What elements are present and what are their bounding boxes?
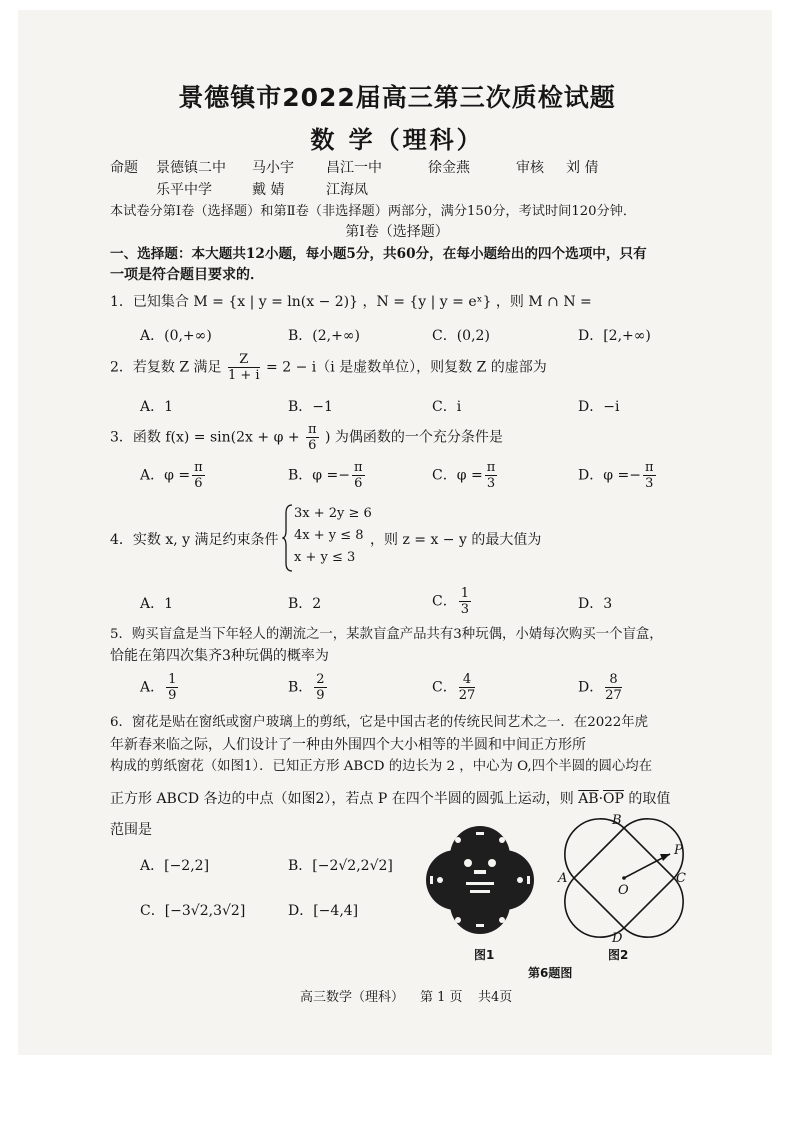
q1-option-a: A．(0,+∞)	[140, 328, 212, 344]
q5-option-a-label: A．	[140, 679, 165, 696]
q3-suffix: ) 为偶函数的一个充分条件是	[325, 429, 503, 446]
q3-option-a-num: π	[194, 460, 203, 475]
q5-option-c-num: 4	[459, 672, 476, 688]
q3-option-d-num: π	[644, 460, 654, 475]
q4-brace	[282, 503, 294, 573]
author-label: 命题	[110, 160, 138, 176]
author-name-2: 徐金燕	[428, 160, 470, 176]
q6-line-5: 范围是	[110, 822, 152, 838]
author-school-3: 乐平中学	[156, 182, 212, 198]
q6-line-3: 构成的剪纸窗花（如图1）．已知正方形 ABCD 的边长为 2 ，中心为 O,四个半圆的圆心均在	[110, 759, 653, 774]
author-school-1: 景德镇二中	[156, 160, 226, 176]
q3-option-b-den: 6	[354, 476, 363, 491]
q3-prefix: 3．函数 f(x) = sin(2x + φ +	[110, 429, 300, 446]
q5-option-d	[578, 672, 624, 703]
author-name-3: 戴 婧	[252, 182, 285, 198]
exam-title: 景德镇市2022届高三第三次质检试题	[178, 83, 616, 112]
q3-option-d-sign: −	[629, 467, 641, 484]
q5-option-c	[432, 672, 477, 703]
q3-frac-den: 6	[308, 438, 317, 453]
footer-total: 共4页	[478, 990, 513, 1005]
q1-option-d: D．[2,+∞)	[578, 328, 651, 344]
q6-line-2: 年新春来临之际，人们设计了一种由外围四个大小相等的半圆和中间正方形所	[110, 737, 586, 753]
author-school-2: 昌江一中	[326, 160, 382, 176]
label-c: C	[676, 871, 686, 886]
label-p: P	[674, 843, 683, 858]
figure-1-caption: 图1	[474, 948, 495, 962]
q2-option-a: A．1	[140, 399, 174, 415]
footer-subject: 高三数学（理科）	[300, 990, 405, 1005]
figure-2-diagram	[556, 810, 692, 946]
q2-option-d: D．−i	[578, 399, 620, 415]
vector-op-arrow	[660, 854, 670, 861]
q3-option-b-frac	[352, 460, 365, 491]
q3-option-d-frac	[643, 460, 656, 491]
q1-option-c: C．(0,2)	[432, 328, 490, 344]
part1-title: 第Ⅰ卷（选择题）	[345, 224, 449, 240]
q2-stem	[110, 352, 547, 383]
q5-option-b-label: B．	[288, 679, 313, 696]
q6-vector-ab: $\overline{AB}$	[578, 791, 599, 807]
q4-constraint-2: 4x + y ≤ 8	[294, 528, 364, 543]
author-name-4: 江海凤	[326, 182, 368, 198]
footer-page: 第 1 页	[420, 990, 463, 1005]
q5-line-2: 恰能在第四次集齐3种玩偶的概率为	[110, 648, 329, 664]
q6-option-a: A．[−2,2]	[140, 858, 210, 874]
q1-option-b: B．(2,+∞)	[288, 328, 360, 344]
q4-option-c-den: 3	[460, 602, 469, 617]
q6-dot: ·	[598, 791, 604, 807]
label-b: B	[612, 813, 622, 828]
q5-option-b-num: 2	[316, 672, 325, 687]
q5-option-c-den: 27	[458, 688, 476, 703]
q5-option-c-frac	[459, 672, 476, 703]
q4-option-d: D．3	[578, 596, 613, 612]
q5-option-b-frac	[314, 672, 326, 703]
q3-option-c-num: π	[486, 460, 496, 475]
q3-option-c-frac	[485, 460, 498, 491]
q5-option-a-num: 1	[168, 672, 177, 687]
q3-stem	[110, 422, 503, 453]
label-d: D	[612, 931, 623, 946]
label-o: O	[618, 883, 629, 898]
q3-option-b-num: π	[354, 460, 363, 475]
section-heading-cont: 一项是符合题目要求的．	[110, 267, 264, 283]
q6-line-4b: 的取值	[628, 791, 671, 807]
q5-option-a	[140, 672, 180, 703]
q2-option-b: B．−1	[288, 399, 333, 415]
q4-option-c	[432, 586, 473, 617]
exam-intro: 本试卷分第Ⅰ卷（选择题）和第Ⅱ卷（非选择题）两部分，满分150分，考试时间120分钟．	[110, 204, 637, 219]
q5-option-a-den: 9	[168, 688, 177, 703]
subject-title: 数 学（理科）	[310, 126, 484, 154]
q4-option-c-label: C．	[432, 593, 457, 610]
q5-option-b-den: 9	[316, 688, 325, 703]
q2-prefix: 2．若复数 Z 满足	[110, 359, 222, 376]
q3-option-c	[432, 460, 499, 491]
q6-vector-op: $\overline{OP}$	[603, 791, 624, 807]
q4-suffix: ，则 z = x − y 的最大值为	[370, 532, 542, 548]
q5-line-1: 5．购买盲盒是当下年轻人的潮流之一，某款盲盒产品共有3种玩偶，小婧每次购买一个盲盒，	[110, 627, 663, 642]
q6-line-1: 6．窗花是贴在窗纸或窗户玻璃上的剪纸，它是中国古老的传统民间艺术之一．在2022年虎	[110, 715, 649, 730]
q4-prefix: 4．实数 x, y 满足约束条件	[110, 532, 279, 548]
q2-option-c: C．i	[432, 399, 462, 415]
q3-fraction	[306, 422, 319, 453]
q5-option-d-den: 27	[605, 688, 622, 703]
q5-option-b	[288, 672, 329, 703]
q2-fraction	[228, 352, 260, 383]
q2-frac-den: 1 + i	[228, 368, 260, 383]
q3-option-b	[288, 460, 367, 491]
q5-option-d-frac	[605, 672, 622, 703]
q5-option-a-frac	[166, 672, 178, 703]
figure-title: 第6题图	[528, 966, 573, 980]
q3-option-a-den: 6	[194, 476, 203, 491]
q3-frac-num: π	[308, 422, 317, 437]
semicircle-cd	[624, 878, 683, 937]
reviewer-name: 刘 倩	[566, 160, 599, 176]
q3-option-c-den: 3	[486, 476, 496, 491]
q4-option-a: A．1	[140, 596, 174, 612]
q3-option-a-label: A．φ =	[140, 467, 191, 484]
q6-option-c: C．[−3√2,3√2]	[140, 903, 246, 919]
q2-frac-num: Z	[228, 352, 260, 368]
q4-constraint-1: 3x + 2y ≥ 6	[294, 506, 372, 521]
q4-option-c-num: 1	[460, 586, 469, 601]
q3-option-c-label: C．φ =	[432, 467, 483, 484]
q5-option-d-label: D．	[578, 679, 604, 696]
q3-option-d-label: D．φ =	[578, 467, 630, 484]
q5-option-c-label: C．	[432, 679, 457, 696]
q6-option-d: D．[−4,4]	[288, 903, 359, 919]
q6-line-4	[110, 789, 670, 809]
q3-option-a-frac	[192, 460, 205, 491]
q4-option-b: B．2	[288, 596, 322, 612]
q3-option-a	[140, 460, 207, 491]
author-name-1: 马小宇	[252, 160, 294, 176]
q6-option-b: B．[−2√2,2√2]	[288, 858, 393, 874]
reviewer-label: 审核	[516, 160, 544, 176]
q4-option-c-frac	[459, 586, 471, 617]
figure-1-window-flower	[418, 818, 542, 942]
q6-line-4a: 正方形 ABCD 各边的中点（如图2），若点 P 在四个半圆的圆弧上运动，则	[110, 791, 574, 807]
q2-suffix: = 2 − i（i 是虚数单位），则复数 Z 的虚部为	[266, 359, 547, 376]
label-a: A	[558, 871, 568, 886]
q3-option-b-sign: −	[338, 467, 351, 484]
q3-option-d	[578, 460, 658, 491]
semicircle-da	[565, 878, 624, 937]
q4-constraint-3: x + y ≤ 3	[294, 550, 356, 565]
q5-option-d-num: 8	[605, 672, 622, 688]
section-heading: 一、选择题：本大题共12小题，每小题5分，共60分，在每小题给出的四个选项中，只有	[110, 246, 647, 262]
q3-option-d-den: 3	[645, 476, 654, 491]
q3-option-b-label: B．φ =	[288, 467, 339, 484]
center-o	[622, 876, 626, 880]
q1-stem: 1．已知集合 M = {x | y = ln(x − 2)} ，N = {y | y = eˣ} ，则 M ∩ N =	[110, 294, 592, 310]
figure-2-caption: 图2	[608, 948, 629, 962]
q4-constraints	[294, 503, 372, 569]
